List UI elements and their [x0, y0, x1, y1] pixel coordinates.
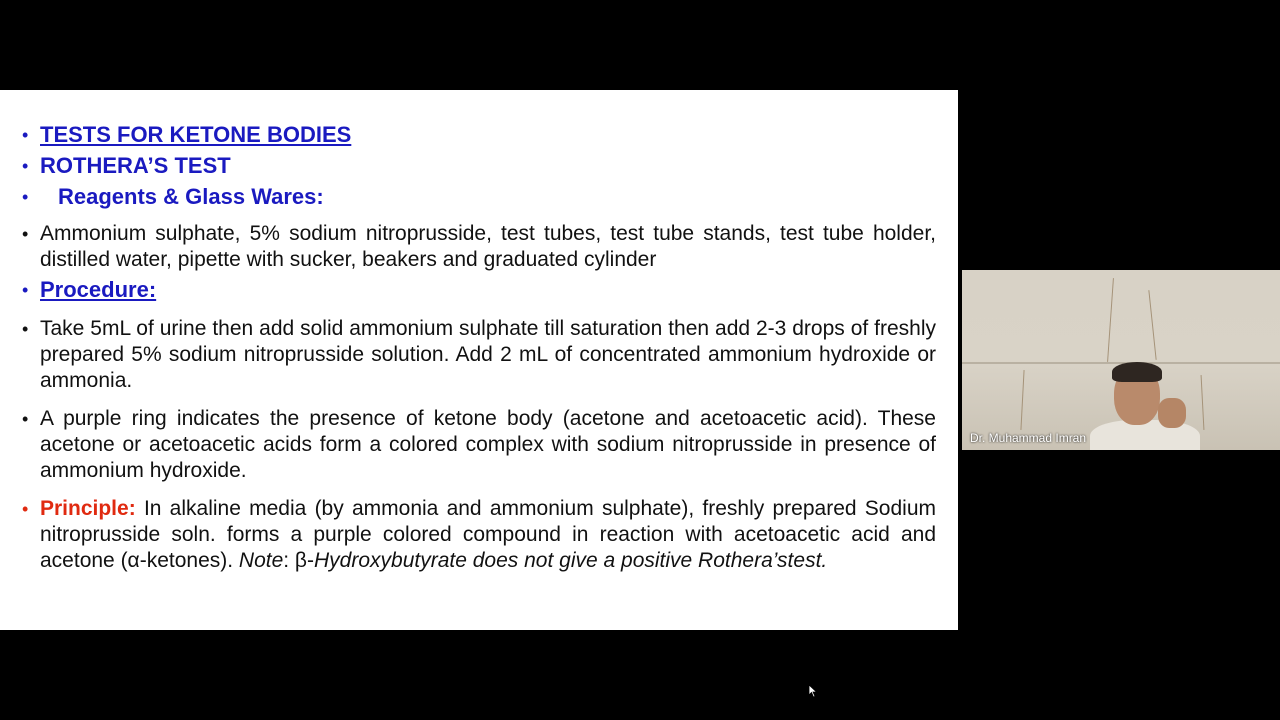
list-item-rothera-heading: [22, 153, 936, 180]
procedure-text: Take 5mL of urine then add solid ammonium sulphate till saturation then add 2-3 drops of freshly prepared 5% sodium nitroprusside solution. Add 2 mL of concentrated ammonium hydroxide or ammonia.: [40, 317, 936, 392]
wall-crack: [1201, 375, 1205, 430]
principle-label: Principle:: [40, 497, 136, 520]
list-item-reagents-heading: [22, 184, 936, 211]
wall-crack: [1148, 290, 1156, 360]
list-item-procedure-heading: [22, 277, 936, 304]
principle-note-italic: Hydroxybutyrate does not give a positive Rothera’stest.: [314, 549, 828, 572]
bullet-icon: •: [22, 280, 29, 300]
heading-tests-for-ketone-bodies: TESTS FOR KETONE BODIES: [40, 122, 352, 147]
list-item-principle: [22, 496, 936, 574]
wall-crack: [1107, 278, 1114, 362]
presentation-slide: [0, 90, 958, 630]
participant-hair: [1112, 362, 1162, 382]
participant-hand: [1158, 398, 1186, 428]
participant-video-tile[interactable]: [962, 270, 1280, 450]
bullet-icon: •: [22, 156, 29, 176]
principle-note-label: Note: [238, 549, 284, 572]
heading-procedure: Procedure:: [40, 277, 157, 302]
list-item-reagents: [22, 221, 936, 273]
bullet-icon: •: [22, 409, 29, 429]
mouse-cursor-icon: [808, 684, 818, 698]
list-item-tests-heading: [22, 122, 936, 149]
reagents-text: Ammonium sulphate, 5% sodium nitroprusside, test tubes, test tube stands, test tube holder, distilled water, pipette with sucker, beakers and graduated cylinder: [40, 222, 936, 271]
heading-reagents-glass-wares: Reagents & Glass Wares:: [58, 184, 324, 209]
list-item-result: [22, 406, 936, 484]
participant-name-label: Dr. Muhammad Imran: [970, 431, 1087, 445]
principle-paragraph: [40, 496, 936, 574]
bullet-icon: •: [22, 187, 29, 207]
principle-text: In alkaline media (by ammonia and ammonium sulphate), freshly prepared Sodium nitroprusside soln. forms a purple colored compound in reaction with acetoacetic acid and acetone (α-ketones).: [40, 497, 936, 572]
bullet-icon: •: [22, 499, 29, 519]
list-item-procedure: [22, 316, 936, 394]
participant-body: [1090, 420, 1200, 450]
result-text: A purple ring indicates the presence of ketone body (acetone and acetoacetic acid). These acetone or acetoacetic acids form a colored complex with sodium nitroprusside in presence of ammonium hydroxide.: [40, 407, 936, 482]
slide-content: [22, 122, 936, 574]
wall-crack: [1020, 370, 1024, 430]
bullet-icon: •: [22, 125, 29, 145]
principle-note-text: : β-: [283, 549, 315, 572]
bullet-icon: •: [22, 319, 29, 339]
bullet-icon: •: [22, 224, 29, 244]
heading-rotheras-test: ROTHERA’S TEST: [40, 153, 231, 178]
